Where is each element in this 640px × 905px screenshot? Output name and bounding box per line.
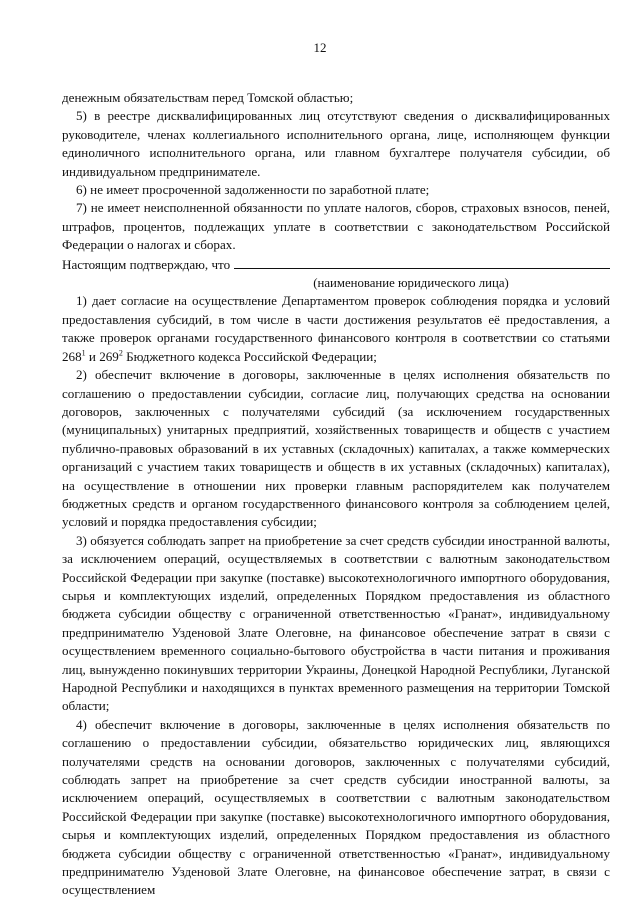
confirm-1-text: 1) дает согласие на осуществление Департаментом проверок соблюдения порядка и условий предоставления субсидий, в том числе в части достижения результатов её предоставления, а также проверок органами государственного финансового контроля в соответствии со статьями 268 xyxy=(62,293,610,364)
confirm-1-end: Бюджетного кодекса Российской Федерации; xyxy=(122,348,377,364)
superscript-2: 2 xyxy=(118,348,123,358)
page-number: 12 xyxy=(313,40,327,55)
paragraph-item-7: 7) не имеет неисполненной обязанности по уплате налогов, сборов, страховых взносов, пеней, штрафов, процентов, подлежащих уплате в соответствии с законодательством Российской Федерации о налогах и сборах. xyxy=(62,200,610,253)
paragraph-confirm-4: 4) обеспечит включение в договоры, заключенные в целях исполнения обязательств по соглашению о предоставлении субсидии, обязательство юридических лиц, являющихся получателями средств на основании договоров, заключенных с получателями субсидий, соблюдать запрет на приобретение за счет средств субсидии иностранной валюты, за исключением операций, осуществляемых в соответствии с валютным законодательством Российской Федерации при закупке (поставке) высокотехнологичного импортного оборудования, сырья и комплектующих изделий, определенных Порядком предоставления из областного бюджета субсидии обществу с ограниченной ответственностью «Гранат», индивидуальному предпринимателю Узденовой Злате Олеговне, на финансовое обеспечение затрат, в связи с осуществлением xyxy=(62,716,610,898)
paragraph-confirm-3: 3) обязуется соблюдать запрет на приобретение за счет средств субсидии иностранной валюты, за исключением операций, осуществляемых в соответствии с валютным законодательством Российской Федерации при закупке (поставке) высокотехнологичного импортного оборудования, сырья и комплектующих изделий, определенных Порядком предоставления из областного бюджета субсидии обществу с ограниченной ответственностью «Гранат», индивидуальному предпринимателю Узденовой Злате Олеговне, на финансовое обеспечение затрат в связи с осуществлением временного социально-бытового обустройства в части питания и проживания лиц, вынужденно покинувших территории Украины, Донецкой Народной Республики, Луганской Народной Республики и находящихся в пунктах временного размещения на территории Томской области; xyxy=(62,532,610,714)
paragraph-continuation: денежным обязательствам перед Томской областью; xyxy=(62,90,354,105)
paragraph-item-5: 5) в реестре дисквалифицированных лиц отсутствуют сведения о дисквалифицированных руководителе, членах коллегиального исполнительного органа, лице, исполняющем функции единоличного исполнительного органа, или главном бухгалтере получателя субсидии, об индивидуальном предпринимателе. xyxy=(62,108,610,179)
confirmation-prefix: Настоящим подтверждаю, что xyxy=(62,256,231,272)
legal-entity-caption: (наименование юридического лица) xyxy=(313,276,509,291)
paragraph-item-6: 6) не имеет просроченной задолженности по заработной плате; xyxy=(76,182,430,198)
superscript-1: 1 xyxy=(81,348,86,358)
paragraph-confirm-2: 2) обеспечит включение в договоры, заключенные в целях исполнения обязательств по соглашению о предоставлении субсидии, согласие лиц, получающих средства на основании договоров, заключенных с получателями субсидий (за исключением государственных (муниципальных) унитарных предприятий, хозяйственных товариществ и обществ с участием публично-правовых образований в их уставных (складочных) капиталах, а также коммерческих организаций с участием таких товариществ и обществ в их уставных (складочных) капиталах), на осуществление в отношении них проверки главным распорядителем как получателем бюджетных средств и органом государственного финансового контроля за соблюдением целей, условий и порядка предоставления субсидии; xyxy=(62,367,610,530)
legal-entity-name-blank xyxy=(234,255,610,269)
paragraph-confirm-1 xyxy=(62,292,610,366)
document-body xyxy=(62,89,610,900)
confirmation-line xyxy=(62,255,610,274)
confirm-1-mid: и 269 xyxy=(85,348,119,364)
